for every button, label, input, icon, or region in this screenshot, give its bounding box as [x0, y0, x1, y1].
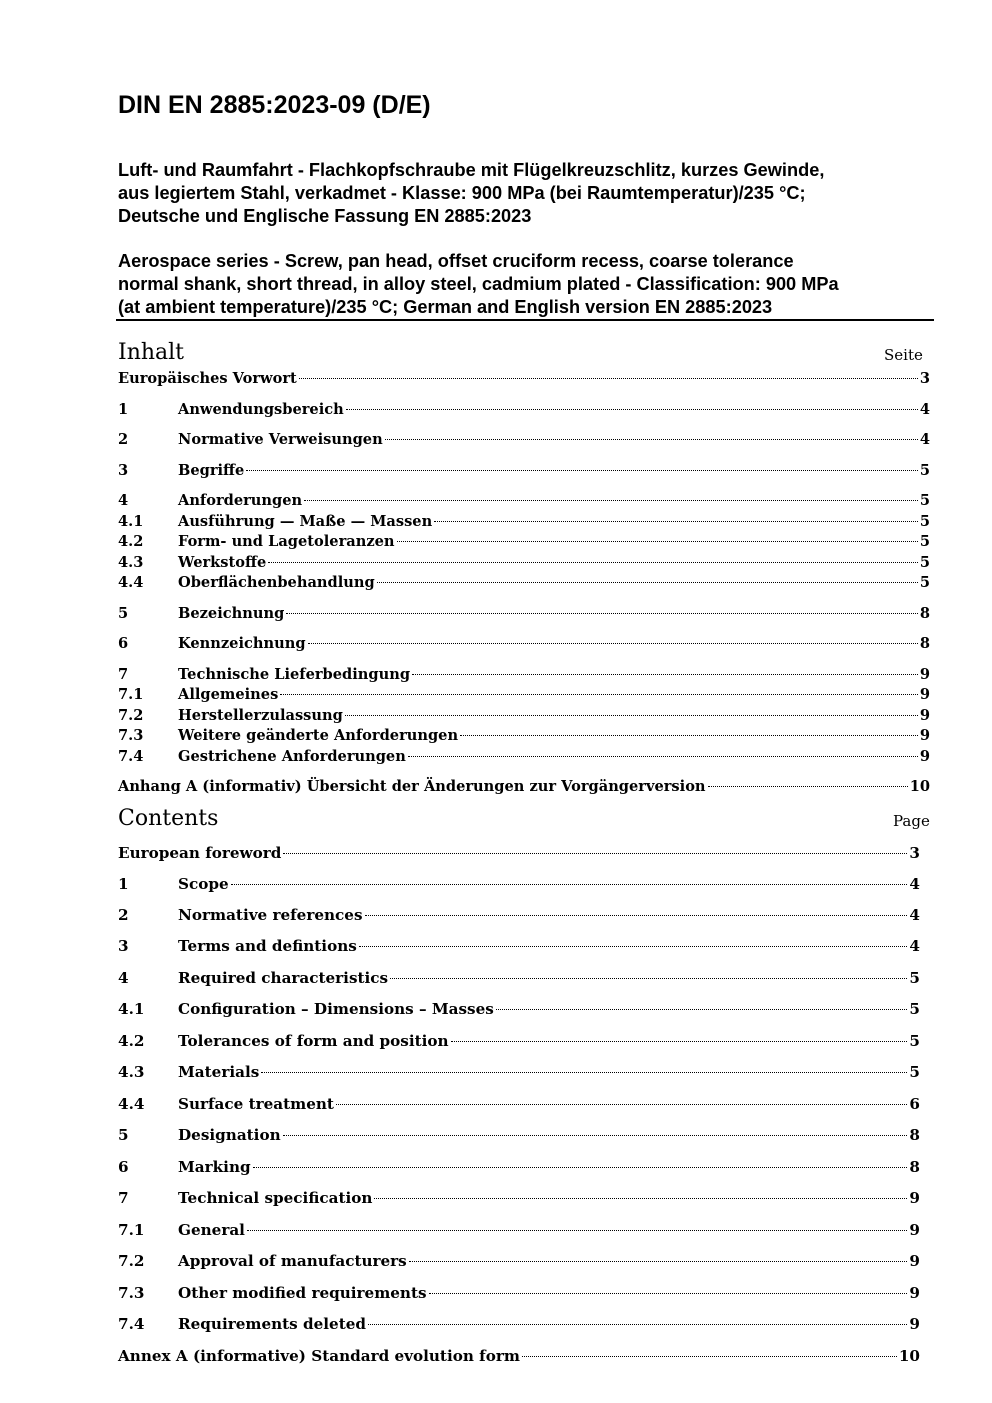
toc-leader [261, 1072, 907, 1073]
toc-entry[interactable] [118, 1094, 920, 1114]
toc-entry-page: 8 [909, 1158, 920, 1176]
toc-entry-label: Materials [178, 1063, 260, 1081]
toc-leader [253, 1167, 908, 1168]
toc-entry-page: 8 [919, 635, 930, 652]
toc-leader [385, 439, 918, 440]
toc-entry-annex[interactable] [118, 778, 930, 796]
toc-leader [308, 643, 918, 644]
title-english-line: (at ambient temperature)/235 °C; German and English version EN 2885:2023 [118, 297, 773, 317]
toc-entry-label: Herstellerzulassung [178, 707, 343, 724]
toc-entry-number: 7 [118, 666, 129, 683]
toc-entry-label: Anforderungen [178, 492, 303, 509]
toc-entry-number: 6 [118, 635, 129, 652]
toc-leader [368, 1324, 907, 1325]
toc-entry-label: Technische Lieferbedingung [178, 666, 411, 683]
toc-entry-number: 3 [118, 462, 129, 479]
toc-leader [412, 674, 918, 675]
toc-entry-page: 9 [909, 1252, 920, 1270]
toc-leader [377, 582, 918, 583]
toc-entry-number: 4.4 [118, 574, 144, 591]
toc-entry-page: 9 [909, 1315, 920, 1333]
toc-entry[interactable] [118, 462, 930, 480]
title-english-line: Aerospace series - Screw, pan head, offset cruciform recess, coarse tolerance [118, 251, 794, 271]
toc-entry-label: Scope [178, 875, 229, 893]
toc-entry[interactable] [118, 666, 930, 684]
toc-entry-number: 2 [118, 431, 129, 448]
toc-leader [409, 1261, 908, 1262]
toc-heading: Inhalt [118, 340, 185, 365]
toc-entry-page: 9 [919, 666, 930, 683]
toc-leader [268, 562, 918, 563]
toc-entry-page: 5 [909, 969, 920, 987]
toc-entry[interactable] [118, 686, 930, 704]
toc-entry-number: 5 [118, 605, 129, 622]
toc-entry-number: 7.3 [118, 727, 144, 744]
toc-entry[interactable] [118, 1125, 920, 1145]
toc-entry-label: Marking [178, 1158, 251, 1176]
toc-entry[interactable] [118, 1283, 920, 1303]
toc-leader [365, 915, 908, 916]
toc-entry[interactable] [118, 843, 920, 863]
toc-entry-page: 9 [909, 1189, 920, 1207]
toc-entry-page: 9 [919, 707, 930, 724]
toc-leader [345, 715, 918, 716]
toc-entry-label: Normative references [178, 906, 363, 924]
toc-entry[interactable] [118, 401, 930, 419]
toc-entry[interactable] [118, 554, 930, 572]
toc-entry-number: 7.2 [118, 1252, 145, 1270]
toc-entry-number: 7.2 [118, 707, 144, 724]
toc-entry-page: 4 [909, 906, 920, 924]
toc-entry-page: 4 [919, 431, 930, 448]
toc-entry[interactable] [118, 1188, 920, 1208]
toc-entry-label: General [178, 1221, 245, 1239]
toc-leader [451, 1041, 908, 1042]
toc-entry-label: Weitere geänderte Anforderungen [178, 727, 459, 744]
toc-entry-number: 4 [118, 492, 129, 509]
toc-entry-number: 7.4 [118, 748, 144, 765]
toc-entry-number: 7.1 [118, 686, 144, 703]
toc-page-label: Page [893, 812, 930, 830]
toc-entry-label: Configuration – Dimensions – Masses [178, 1000, 494, 1018]
toc-leader [522, 1356, 897, 1357]
toc-entry-page: 8 [919, 605, 930, 622]
toc-entry-number: 1 [118, 401, 129, 418]
toc-page-label: Seite [884, 346, 923, 364]
toc-leader [247, 1230, 907, 1231]
toc-entry-page: 5 [909, 1032, 920, 1050]
toc-entry[interactable] [118, 905, 920, 925]
toc-entry-label: Designation [178, 1126, 281, 1144]
toc-entry[interactable] [118, 513, 930, 531]
toc-entry-label: Approval of manufacturers [178, 1252, 407, 1270]
toc-entry-label: Allgemeines [178, 686, 279, 703]
toc-entry-page: 5 [909, 1000, 920, 1018]
toc-leader [280, 694, 918, 695]
toc-entry[interactable] [118, 1251, 920, 1271]
toc-entry-number: 4.2 [118, 533, 144, 550]
toc-entry[interactable] [118, 968, 920, 988]
toc-leader [374, 1198, 907, 1199]
toc-leader [346, 409, 918, 410]
toc-entry-label: Form- und Lagetoleranzen [178, 533, 395, 550]
toc-entry[interactable] [118, 635, 930, 653]
toc-entry-label: Normative Verweisungen [178, 431, 383, 448]
title-german-line: Luft- und Raumfahrt - Flachkopfschraube mit Flügelkreuzschlitz, kurzes Gewinde, [118, 160, 825, 180]
toc-entry-number: 4 [118, 969, 129, 987]
toc-leader [429, 1293, 908, 1294]
toc-entry-number: 4.2 [118, 1032, 145, 1050]
toc-entry-page: 4 [919, 401, 930, 418]
toc-entry-page: 5 [919, 554, 930, 571]
toc-entry-label: European foreword [118, 844, 282, 862]
title-english-line: normal shank, short thread, in alloy steel, cadmium plated - Classification: 900 MPa [118, 274, 839, 294]
toc-entry-label: Begriffe [178, 462, 245, 479]
toc-entry-label: Annex A (informative) Standard evolution form [118, 1347, 520, 1365]
toc-entry-label: Surface treatment [178, 1095, 334, 1113]
toc-leader [304, 500, 918, 501]
toc-entry-page: 4 [909, 937, 920, 955]
toc-entry-label: Werkstoffe [178, 554, 267, 571]
toc-entry-label: Oberflächenbehandlung [178, 574, 375, 591]
toc-entry-number: 7.3 [118, 1284, 145, 1302]
toc-leader [286, 613, 918, 614]
toc-entry-annex[interactable] [118, 1346, 920, 1366]
title-divider [116, 319, 934, 321]
toc-entry-number: 4.1 [118, 513, 144, 530]
toc-entry-label: Tolerances of form and position [178, 1032, 449, 1050]
toc-entry-label: Bezeichnung [178, 605, 285, 622]
toc-entry-label: Required characteristics [178, 969, 389, 987]
toc-entry-label: Anwendungsbereich [178, 401, 344, 418]
toc-entry-label: Ausführung — Maße — Massen [178, 513, 433, 530]
toc-entry-page: 6 [909, 1095, 920, 1113]
toc-entry-page: 9 [919, 748, 930, 765]
title-english [118, 250, 928, 319]
toc-leader [496, 1009, 908, 1010]
toc-entry-page: 5 [919, 533, 930, 550]
toc-leader [434, 521, 918, 522]
toc-entry-number: 4.3 [118, 1063, 145, 1081]
toc-entry[interactable] [118, 370, 930, 388]
toc-leader [359, 946, 908, 947]
toc-entry[interactable] [118, 748, 930, 766]
toc-leader [299, 378, 918, 379]
toc-entry[interactable] [118, 1157, 920, 1177]
toc-entry-number: 7 [118, 1189, 129, 1207]
toc-entry-label: Requirements deleted [178, 1315, 367, 1333]
toc-entry-number: 4.3 [118, 554, 144, 571]
toc-entry-page: 10 [909, 778, 930, 795]
toc-leader [397, 541, 918, 542]
toc-entry[interactable] [118, 431, 930, 449]
toc-entry[interactable] [118, 1314, 920, 1334]
toc-entry-label: Terms and defintions [178, 937, 357, 955]
toc-entry-page: 9 [909, 1284, 920, 1302]
toc-leader [390, 978, 907, 979]
toc-leader [408, 756, 918, 757]
toc-entry-label: Other modified requirements [178, 1284, 427, 1302]
toc-leader [231, 884, 908, 885]
toc-entry-page: 5 [919, 513, 930, 530]
toc-entry-page: 4 [909, 875, 920, 893]
toc-entry-number: 5 [118, 1126, 129, 1144]
toc-entry-page: 8 [909, 1126, 920, 1144]
toc-entry-page: 3 [909, 844, 920, 862]
title-german-line: aus legiertem Stahl, verkadmet - Klasse: 900 MPa (bei Raumtemperatur)/235 °C; [118, 183, 806, 203]
toc-leader [283, 853, 907, 854]
toc-entry[interactable] [118, 707, 930, 725]
toc-entry-page: 5 [919, 492, 930, 509]
title-german [118, 159, 928, 228]
toc-entry-number: 3 [118, 937, 129, 955]
toc-leader [283, 1135, 908, 1136]
toc-entry-page: 5 [919, 574, 930, 591]
toc-entry[interactable] [118, 1220, 920, 1240]
toc-entry[interactable] [118, 936, 920, 956]
toc-heading: Contents [118, 806, 219, 831]
toc-entry[interactable] [118, 1062, 920, 1082]
toc-entry[interactable] [118, 874, 920, 894]
toc-entry-page: 3 [919, 370, 930, 387]
toc-entry-number: 7.1 [118, 1221, 145, 1239]
toc-entry-page: 5 [919, 462, 930, 479]
toc-entry-label: Europäisches Vorwort [118, 370, 297, 387]
toc-entry-label: Anhang A (informativ) Übersicht der Änderungen zur Vorgängerversion [118, 778, 706, 795]
toc-entry[interactable] [118, 999, 920, 1019]
toc-entry-page: 9 [919, 727, 930, 744]
toc-entry-page: 9 [919, 686, 930, 703]
toc-leader [336, 1104, 908, 1105]
toc-entry-page: 9 [909, 1221, 920, 1239]
toc-entry[interactable] [118, 727, 930, 745]
toc-entry-number: 6 [118, 1158, 129, 1176]
toc-entry[interactable] [118, 492, 930, 510]
toc-entry-number: 4.1 [118, 1000, 145, 1018]
toc-entry[interactable] [118, 1031, 920, 1051]
toc-entry[interactable] [118, 605, 930, 623]
toc-leader [708, 786, 908, 787]
toc-entry[interactable] [118, 533, 930, 551]
toc-entry-number: 4.4 [118, 1095, 145, 1113]
toc-entry-number: 7.4 [118, 1315, 145, 1333]
title-german-line: Deutsche und Englische Fassung EN 2885:2023 [118, 206, 532, 226]
toc-leader [460, 735, 918, 736]
toc-entry-page: 10 [898, 1347, 920, 1365]
toc-entry-label: Gestrichene Anforderungen [178, 748, 406, 765]
toc-entry-number: 2 [118, 906, 129, 924]
toc-leader [246, 470, 918, 471]
toc-entry-label: Kennzeichnung [178, 635, 306, 652]
toc-entry[interactable] [118, 574, 930, 592]
document-number: DIN EN 2885:2023-09 (D/E) [118, 91, 431, 119]
toc-entry-page: 5 [909, 1063, 920, 1081]
toc-entry-number: 1 [118, 875, 129, 893]
toc-entry-label: Technical specification [178, 1189, 373, 1207]
